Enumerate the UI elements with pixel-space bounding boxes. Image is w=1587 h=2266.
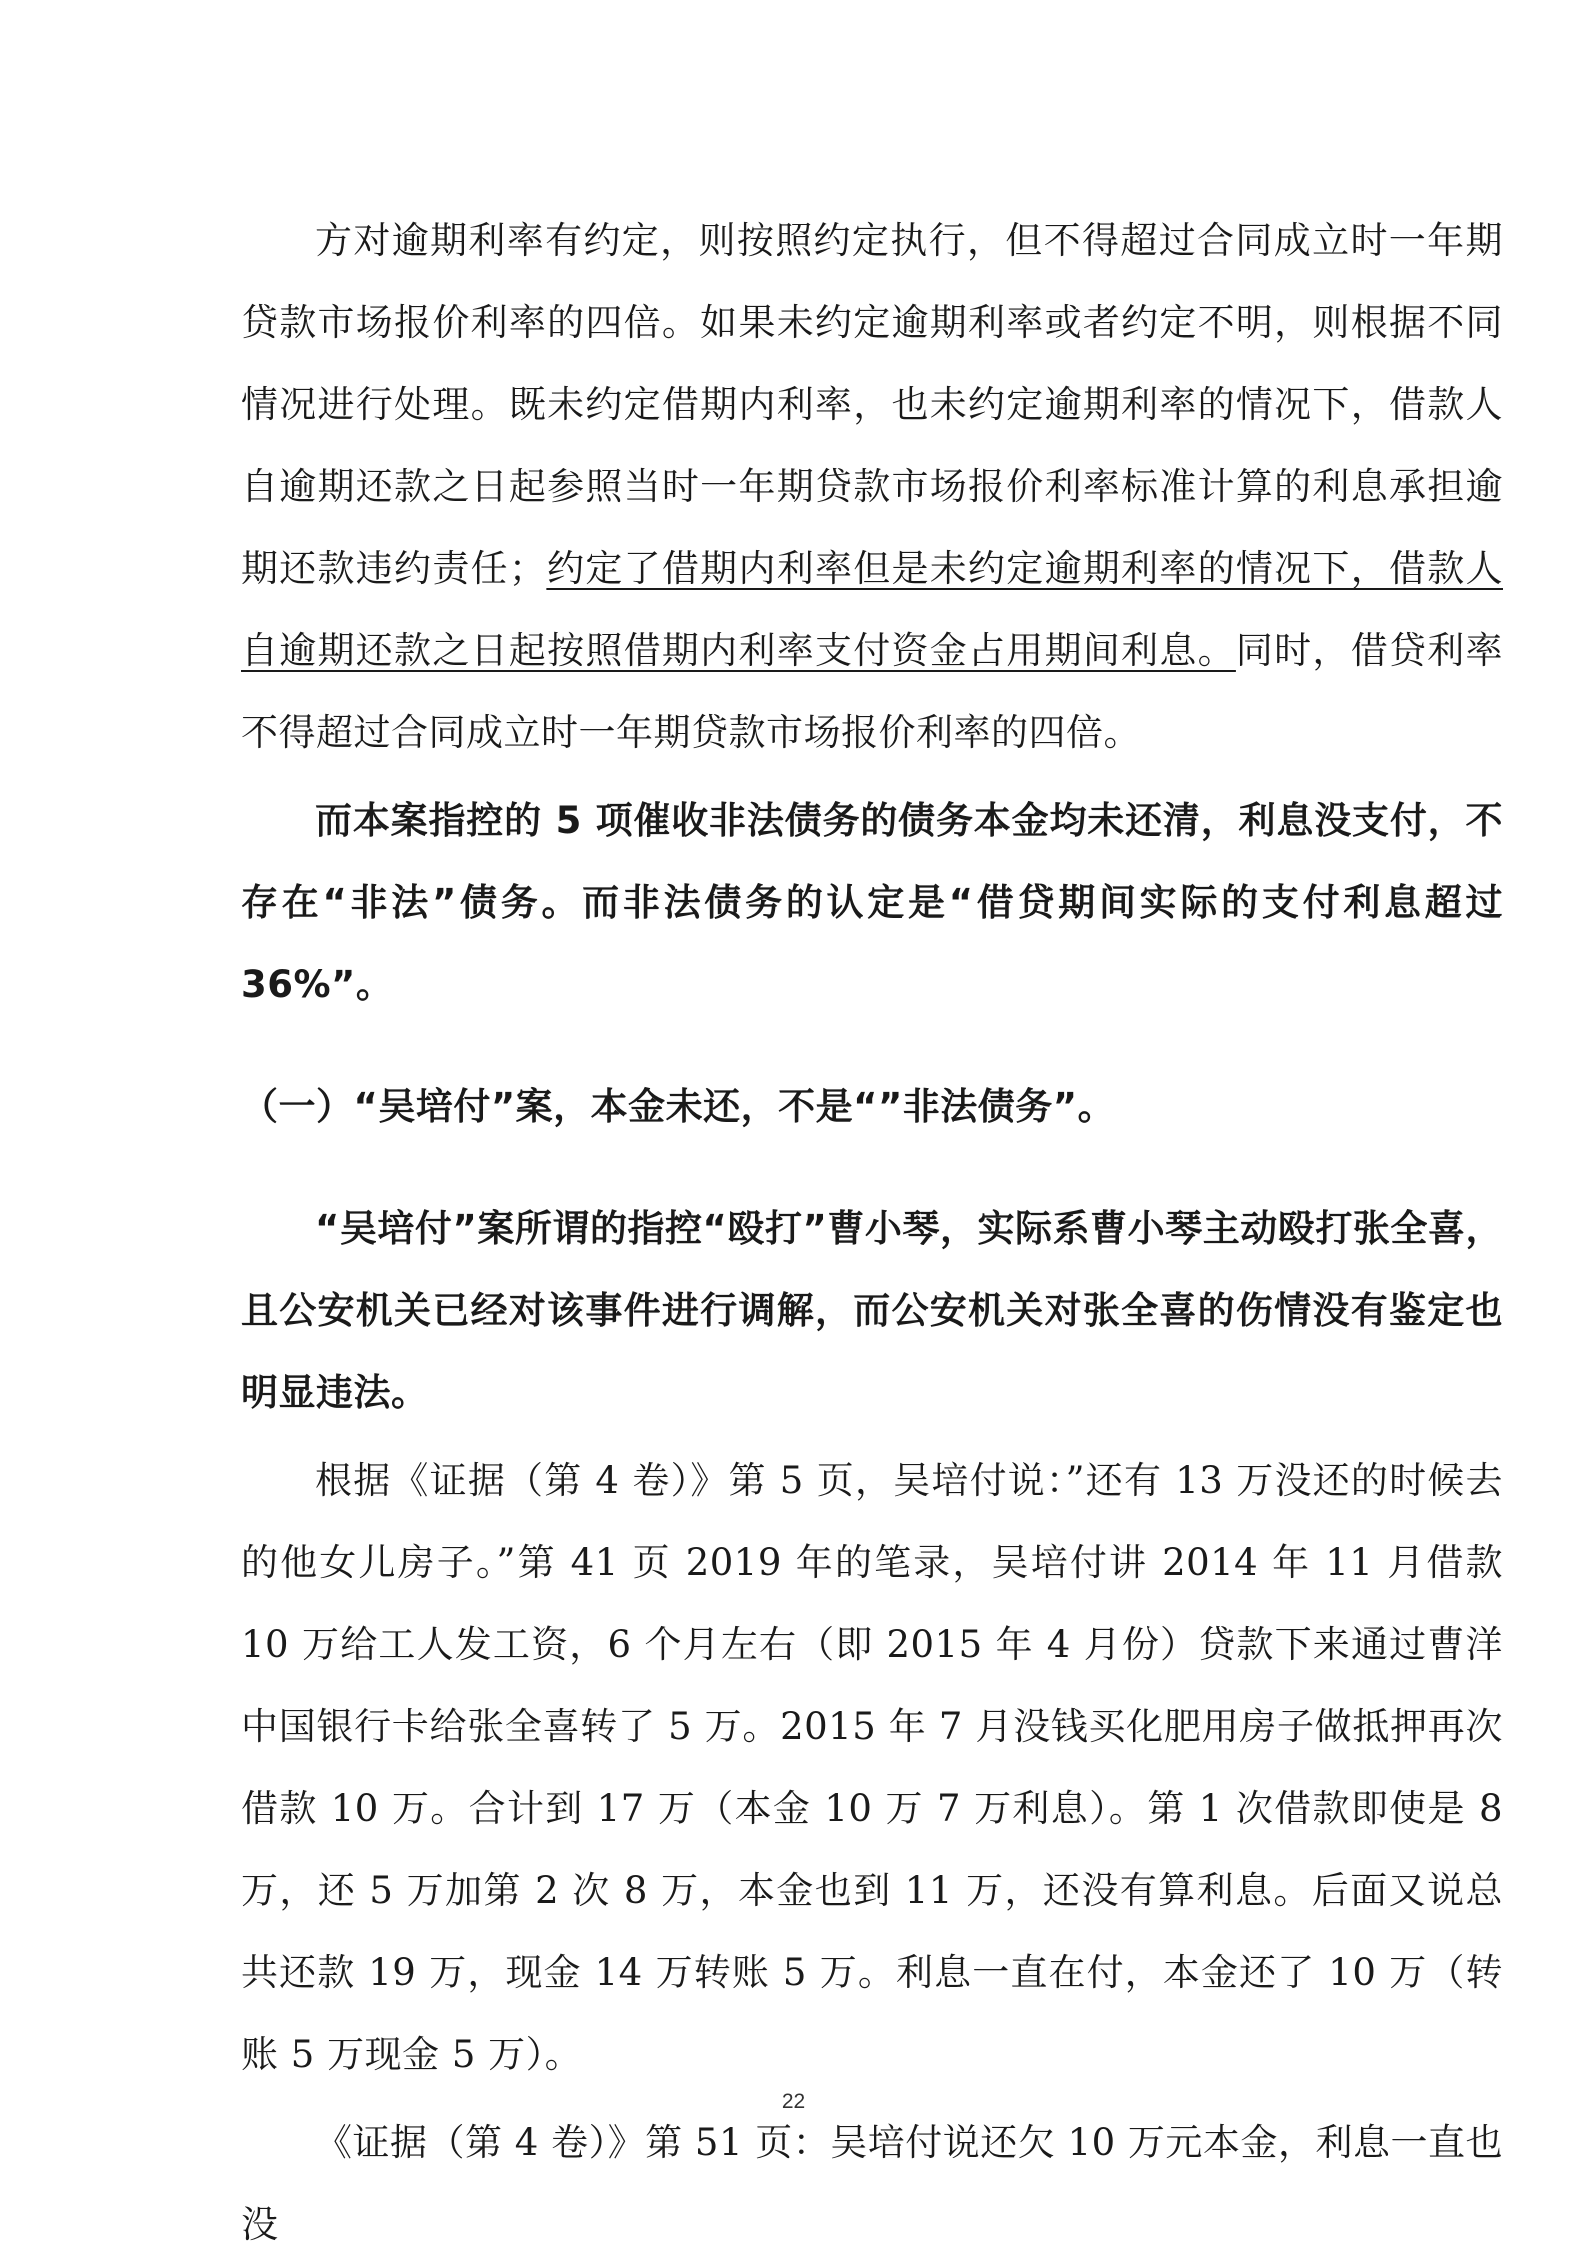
page-number: 22 (781, 2090, 806, 2113)
section-heading: （一）“吴培付”案，本金未还，不是“”非法债务”。 (241, 1085, 1116, 1128)
document-body (241, 200, 1503, 2266)
paragraph-text: 同时，借贷利率不得超过合同成立时一年期贷款市场报价利率的四倍。 (241, 629, 1503, 754)
paragraph-text: 方对逾期利率有约定，则按照约定执行，但不得超过合同成立时一年期贷款市场报价利率的四倍。如果未约定逾期利率或者约定不明，则根据不同情况进行处理。既未约定借期内利率，也未约定逾期利率的情况下，借款人自逾期还款之日起参照当时一年期贷款市场报价利率标准计算的利息承担逾期还款违约责任； (241, 219, 1503, 590)
paragraph-interest-rules (241, 200, 1503, 774)
paragraph-evidence-page-51: 《证据（第 4 卷）》第 51 页：吴培付说还欠 10 万元本金，利息一直也没 (241, 2121, 1503, 2246)
paragraph-assault-claim: “吴培付”案所谓的指控“殴打”曹小琴，实际系曹小琴主动殴打张全喜，且公安机关已经对该事件进行调解，而公安机关对张全喜的伤情没有鉴定也明显违法。 (241, 1207, 1503, 1414)
paragraph-evidence-page-5: 根据《证据（第 4 卷）》第 5 页，吴培付说：”还有 13 万没还的时候去的他女儿房子。”第 41 页 2019 年的笔录，吴培付讲 2014 年 11 月借款 10 万给工人发工资，6 个月左右（即 2015 年 4 月份）贷款下来通过曹洋中国银行卡给张全喜转了 5 万。2015 年 7 月没钱买化肥用房子做抵押再次借款 10 万。合计到 17 万（本金 10 万 7 万利息）。第 1 次借款即使是 8 万，还 5 万加第 2 次 8 万，本金也到 11 万，还没有算利息。后面又说总共还款 19 万，现金 14 万转账 5 万。利息一直在付，本金还了 10 万（转账 5 万现金 5 万）。 (241, 1459, 1503, 2076)
underlined-text: 约定了借期内利率但是未约定逾期利率的情况下，借款人自逾期还款之日起按照借期内利率支付资金占用期间利息。 (241, 547, 1503, 672)
paragraph-illegal-debt: 而本案指控的 5 项催收非法债务的债务本金均未还清，利息没支付，不存在“非法”债务。而非法债务的认定是“借贷期间实际的支付利息超过 36%”。 (241, 799, 1503, 1006)
